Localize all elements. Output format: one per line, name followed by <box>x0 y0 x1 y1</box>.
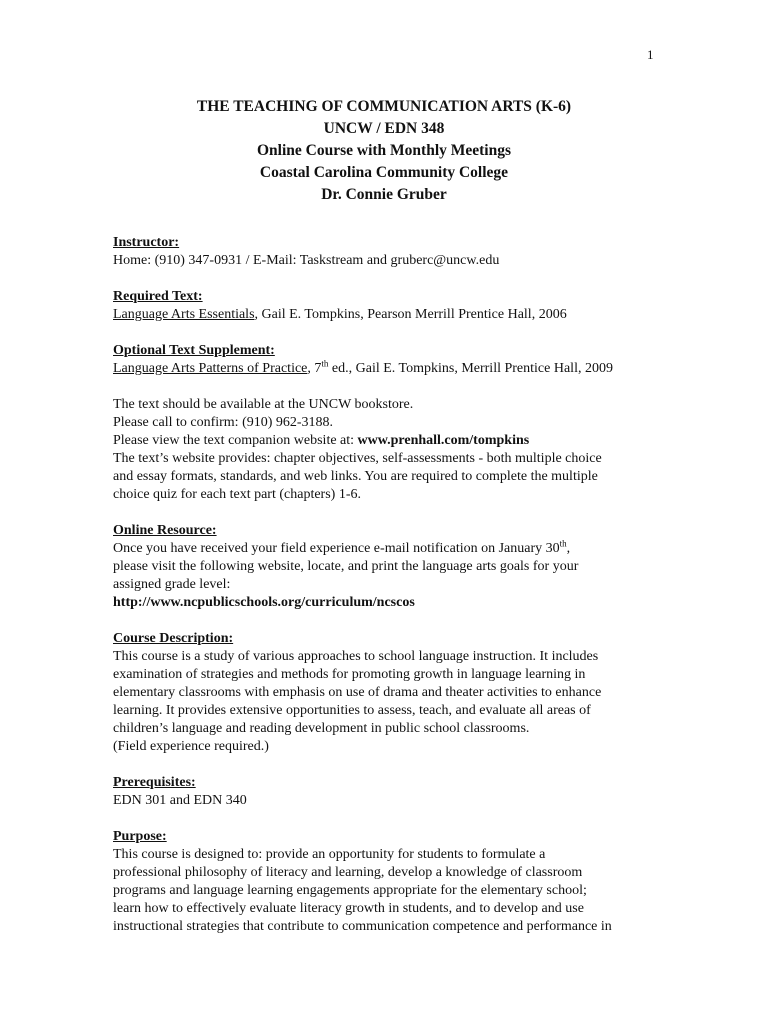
purpose-line: This course is designed to: provide an opportunity for students to formulate a <box>113 847 546 862</box>
optional-book-title: Language Arts Patterns of Practice <box>113 361 308 376</box>
purpose-line: instructional strategies that contribute to communication competence and performance in <box>113 919 612 934</box>
college-name: Coastal Carolina Community College <box>259 164 509 181</box>
course-description-line: learning. It provides extensive opportunities to assess, teach, and evaluate all areas of <box>113 703 591 718</box>
course-format: Online Course with Monthly Meetings <box>256 142 512 159</box>
purpose-line: programs and language learning engagements appropriate for the elementary school; <box>113 883 587 898</box>
required-book-title: Language Arts Essentials <box>113 307 255 322</box>
required-text-section <box>113 288 673 324</box>
course-description-line: elementary classrooms with emphasis on use of drama and theater activities to enhance <box>113 685 602 700</box>
online-resource-line <box>113 540 673 558</box>
course-title: THE TEACHING OF COMMUNICATION ARTS (K-6) <box>196 98 572 115</box>
instructor-heading: Instructor: <box>113 235 180 250</box>
online-resource-text: Once you have received your field experience e-mail notification on January 30 <box>113 541 560 556</box>
course-description-line: (Field experience required.) <box>113 739 269 754</box>
availability-line: Please call to confirm: (910) 962-3188. <box>113 415 334 430</box>
course-description-line: children’s language and reading development in public school classrooms. <box>113 721 530 736</box>
page-number: 1 <box>647 47 654 62</box>
optional-text-heading: Optional Text Supplement: <box>113 343 275 358</box>
optional-book-edition: , 7 <box>307 361 322 376</box>
ncscos-link[interactable]: http://www.ncpublicschools.org/curriculum/ncscos <box>113 595 415 610</box>
document-title <box>0 96 768 206</box>
purpose-line: learn how to effectively evaluate literacy growth in students, and to develop and use <box>113 901 584 916</box>
online-resource-sup: th <box>559 538 567 549</box>
availability-line: The text should be available at the UNCW bookstore. <box>113 397 414 412</box>
companion-website-label: Please view the text companion website at: <box>113 433 358 448</box>
prerequisites-line: EDN 301 and EDN 340 <box>113 793 247 808</box>
optional-book-details: ed., Gail E. Tompkins, Merrill Prentice Hall, 2009 <box>328 361 613 376</box>
online-resource-line: please visit the following website, locate, and print the language arts goals for your <box>113 559 579 574</box>
purpose-section <box>113 828 673 936</box>
online-resource-heading: Online Resource: <box>113 523 217 538</box>
online-resource-comma: , <box>566 541 571 556</box>
optional-book-edition-sup: th <box>321 358 329 369</box>
availability-line <box>113 432 673 450</box>
prerequisites-heading: Prerequisites: <box>113 775 196 790</box>
course-code: UNCW / EDN 348 <box>323 120 445 137</box>
purpose-heading: Purpose: <box>113 829 167 844</box>
online-resource-line: assigned grade level: <box>113 577 231 592</box>
availability-line: choice quiz for each text part (chapters) 1-6. <box>113 487 361 502</box>
document-body <box>113 234 673 954</box>
instructor-name: Dr. Connie Gruber <box>321 186 447 203</box>
course-description-heading: Course Description: <box>113 631 234 646</box>
optional-text-citation <box>113 360 673 378</box>
required-text-heading: Required Text: <box>113 289 203 304</box>
purpose-line: professional philosophy of literacy and learning, develop a knowledge of classroom <box>113 865 583 880</box>
instructor-contact: Home: (910) 347-0931 / E-Mail: Taskstream and gruberc@uncw.edu <box>113 253 500 268</box>
availability-section <box>113 396 673 504</box>
course-description-line: This course is a study of various approaches to school language instruction. It includes <box>113 649 599 664</box>
course-description-line: examination of strategies and methods for promoting growth in language learning in <box>113 667 586 682</box>
availability-line: The text’s website provides: chapter objectives, self-assessments - both multiple choice <box>113 451 602 466</box>
course-description-section <box>113 630 673 756</box>
online-resource-section <box>113 522 673 612</box>
optional-text-section <box>113 342 673 378</box>
companion-website-link[interactable]: www.prenhall.com/tompkins <box>357 433 530 448</box>
availability-line: and essay formats, standards, and web links. You are required to complete the multiple <box>113 469 598 484</box>
required-text-citation <box>113 306 673 324</box>
instructor-section <box>113 234 673 270</box>
prerequisites-section <box>113 774 673 810</box>
required-book-details: , Gail E. Tompkins, Pearson Merrill Prentice Hall, 2006 <box>254 307 567 322</box>
